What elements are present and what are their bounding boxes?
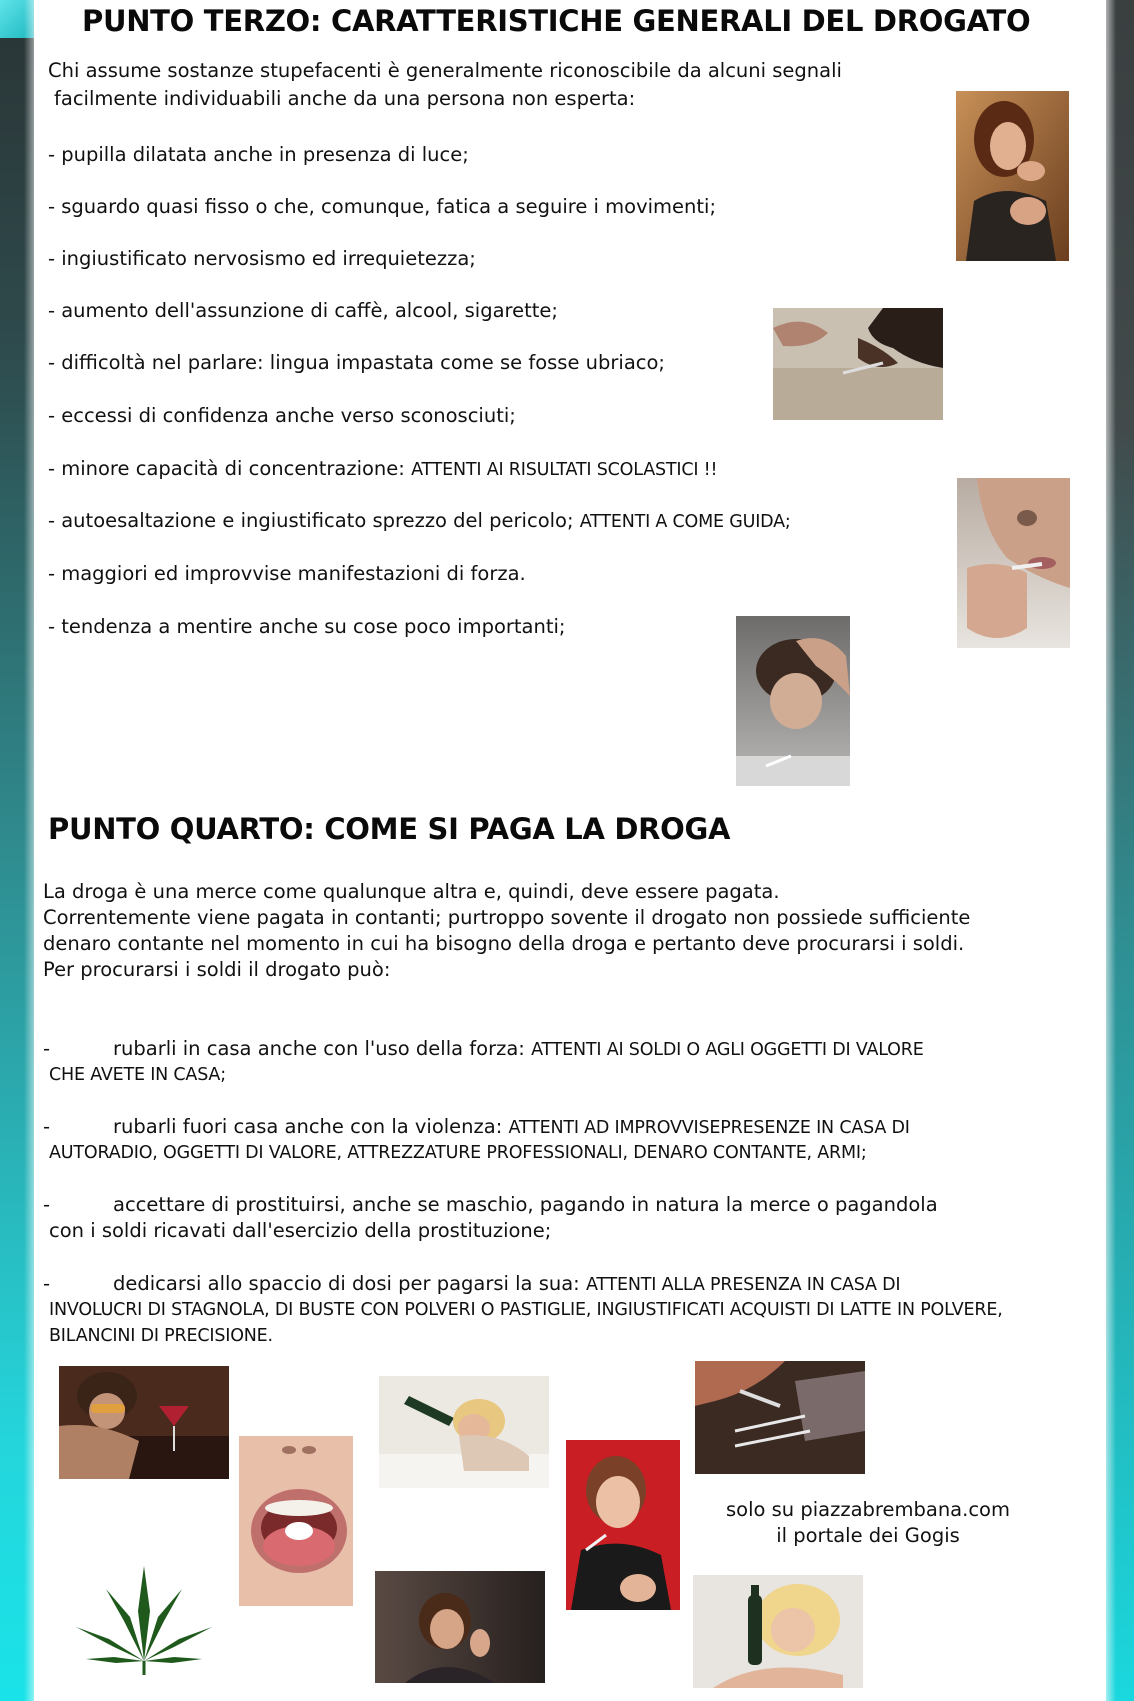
payment-method-item: - dedicarsi allo spaccio di dosi per pagarsi la sua: ATTENTI ALLA PRESENZA IN CASA DI INVOLUCRI DI STAGNOLA, DI BUSTE CON POLVERI O PASTIGLIE, INGIUSTIFICATI ACQUISTI DI LATTE IN POLVERE, BILANCINI DI PRECISIONE. [43,1272,1003,1346]
section4-paragraph-line: Correntemente viene pagata in contanti; purtroppo sovente il drogato non possiede sufficiente [43,906,971,929]
photo-drug-injection [773,308,943,420]
payment-method-item: - accettare di prostituirsi, anche se maschio, pagando in natura la merce o pagandola con i soldi ricavati dall'esercizio della prostituzione; [43,1193,938,1242]
corner-accent [0,0,34,38]
symptom-item: - aumento dell'assunzione di caffè, alcool, sigarette; [48,299,558,322]
payment-method-item: - rubarli in casa anche con l'uso della forza: ATTENTI AI SOLDI O AGLI OGGETTI DI VALORE CHE AVETE IN CASA; [43,1037,924,1085]
symptom-item: - eccessi di confidenza anche verso sconosciuti; [48,404,516,427]
footer-site-credit [678,1497,1058,1549]
section4-title: PUNTO QUARTO: COME SI PAGA LA DROGA [48,812,731,846]
photo-pill-on-tongue [239,1436,353,1606]
section3-intro-line1: Chi assume sostanze stupefacenti è generalmente riconoscibile da alcuni segnali [48,59,842,82]
page-content [34,0,1106,1701]
section4-paragraph-line: Per procurarsi i soldi il drogato può: [43,958,391,981]
photo-teen-smoking [375,1571,545,1683]
symptom-item: - difficoltà nel parlare: lingua impastata come se fosse ubriaco; [48,351,666,374]
symptom-item: - autoesaltazione e ingiustificato sprezzo del pericolo; ATTENTI A COME GUIDA; [48,509,791,532]
footer-line1: solo su piazzabrembana.com [726,1498,1010,1521]
section4-paragraph-line: La droga è una merce come qualunque altra e, quindi, deve essere pagata. [43,880,780,903]
section3-intro-line2: facilmente individuabili anche da una persona non esperta: [54,87,636,110]
symptom-item: - tendenza a mentire anche su cose poco importanti; [48,615,566,638]
section4-paragraph-line: denaro contante nel momento in cui ha bisogno della droga e pertanto deve procurarsi i soldi. [43,932,965,955]
photo-man-smoking-joint [957,478,1070,648]
cannabis-leaf-icon [69,1553,219,1675]
payment-method-item: - rubarli fuori casa anche con la violenza: ATTENTI AD IMPROVVISEPRESENZE IN CASA DI AUTORADIO, OGGETTI DI VALORE, ATTREZZATURE PROFESSIONALI, DENARO CONTANTE, ARMI; [43,1115,910,1163]
photo-man-offering-joint [566,1440,680,1610]
left-decorative-border [0,0,34,1701]
photo-girl-smoking [956,91,1069,261]
right-decorative-border [1106,0,1134,1701]
footer-line2: il portale dei Gogis [776,1524,960,1547]
symptom-item: - maggiori ed improvvise manifestazioni di forza. [48,562,526,585]
section3-title: PUNTO TERZO: CARATTERISTICHE GENERALI DEL DROGATO [82,4,1031,38]
photo-woman-cocktail [59,1366,229,1479]
symptom-item: - pupilla dilatata anche in presenza di luce; [48,143,469,166]
symptom-item: - minore capacità di concentrazione: ATTENTI AI RISULTATI SCOLASTICI !! [48,457,718,480]
photo-woman-drinking-bottle [379,1376,549,1488]
photo-man-snorting [736,616,850,786]
photo-cocaine-lines [695,1361,865,1474]
symptom-item: - ingiustificato nervosismo ed irrequietezza; [48,247,476,270]
symptom-item: - sguardo quasi fisso o che, comunque, fatica a seguire i movimenti; [48,195,717,218]
photo-woman-with-bottle [693,1575,863,1688]
